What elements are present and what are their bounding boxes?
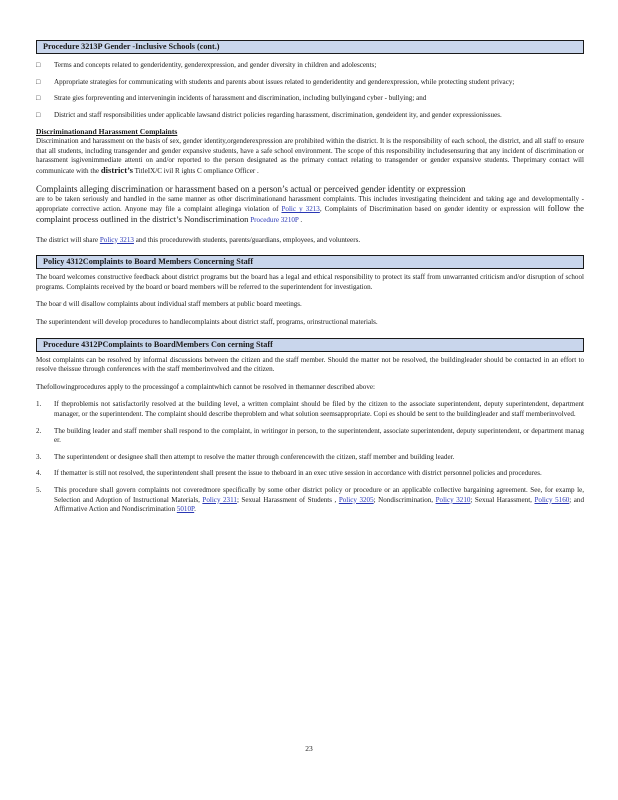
checkbox-bullet-icon: □ xyxy=(36,77,41,86)
discrimination-paragraph: Discrimination and harassment on the basis of sex, gender identity,orgenderexpression are prohibited within the district. It is the responsibility of each school, the district, and all staff to ensure that all students, including transgender and gender expansive students, have a safe school environment. The scope of this responsibility includesensuring that any incident of discrimination or harassment isgivenimmediate attenti on and/or reported to the person designated as the primary contact relating to transgender or gender expansive students. Theprimary contact will communicate with the district’s TitleIX/C ivil R ights C ompliance Officer . xyxy=(36,136,584,175)
page-number: 23 xyxy=(305,744,313,753)
checkbox-bullet-icon: □ xyxy=(36,94,41,103)
procedure-steps-list xyxy=(36,400,584,514)
policy-3205-link[interactable]: Policy 3205 xyxy=(338,495,374,504)
procedure-paragraph: Thefollowingprocedures apply to the processingof a complaintwhich cannot be resolved in themanner described above: xyxy=(36,382,376,391)
policy-5160-link[interactable]: Policy 5160 xyxy=(534,495,570,504)
list-item: □ Appropriate strategies for communicating with students and parents about issues related to genderidentity and genderexpression, while protecting student privacy; xyxy=(36,77,515,86)
complaints-paragraph: are to be taken seriously and handled in the same manner as other discriminationand harassment complaints. This includes investigating theincident and taking age and developmentally -appropriate corrective action. Anyone may file a complaint allegingа violation of Polic y 3213, Complaints of Discrimination based on gender identity or expression will follow the complaint process outlined in the district’s Nondiscrimination Procedure 3210P . xyxy=(36,194,584,225)
numbered-step: 4. If thematter is still not resolved, the superintendent shall present the issue to theboard in an exec utive session in accordance with district personnel policies and procedures. xyxy=(36,469,542,478)
share-paragraph: The district will share Policy 3213 and this procedurewith students, parents/guardians, employees, and volunteers. xyxy=(36,235,361,244)
numbered-step: 1. If theproblemis not satisfactorily resolved at the building level, a written complaint should be filed by the citizen to the associate superintendent, deputy superintendent, department manager, or the superintendent. The complaint should describe theproblem and what solution seemsappropriate. Copi es should be sent to the buildingleader and staff memberinvolved. xyxy=(36,400,584,418)
section-header-procedure-4312p: Procedure 4312PComplaints to BoardMembers Con cerning Staff xyxy=(36,338,584,352)
policy-paragraph: The superintendent will develop procedures to handlecomplaints about district staff, programs, orinstructional materials. xyxy=(36,318,378,326)
list-item: □ Strate gies forpreventing and interveningin incidents of harassment and discrimination, including bullyingand cyber - bullying; and xyxy=(36,94,427,103)
section-header-policy-4312: Policy 4312Complaints to Board Members Concerning Staff xyxy=(36,255,584,269)
policy-paragraph: The board welcomes constructive feedback about district programs but the board has a legal and ethical responsibility to protect its staff from unwarranted criticism and/or disruption of school programs. Complaints received by the board or board members will be referred to the superintendent for investigation. xyxy=(36,273,584,291)
numbered-step: 5. This procedure shall govern complaints not coveredmore specifically by some other district policy or procedure or an applicable collective bargaining agreement. See, for examp le, Selection and Adoption of Instructional Materials, Policy 2311; Sexual Harassment of Students , Policy 3205; Nondiscrimination, Policy 3210; Sexual Harassment, Policy 5160; and Affirmative Action and Nondiscrimination 5010P. xyxy=(36,485,585,514)
document-page xyxy=(36,40,584,522)
policy-3210-link[interactable]: Policy 3210 xyxy=(435,495,471,504)
procedure-5010p-link[interactable]: 5010P xyxy=(176,505,195,514)
policy-paragraph: The boar d will disallow complaints about individual staff members at public board meetings. xyxy=(36,300,302,309)
numbered-step: 2. The building leader and staff member shall respond to the complaint, in writingor in person, to the superintendent, associate superintendent, deputy superintendent, or department manag er. xyxy=(36,426,584,445)
section-header-procedure-3213p: Procedure 3213P Gender -Inclusive Schools (cont.) xyxy=(36,40,584,54)
numbered-step: 3. The superintendent or designee shall then attempt to resolve the matter through conferencewith the citizen, staff member and building leader. xyxy=(36,452,455,461)
policy-3213-link[interactable]: Policy 3213 xyxy=(99,235,134,244)
list-item: □ District and staff responsibilities under applicable lawsand district policies regarding harassment, discrimination, gendeident ity, and gender expressionissues. xyxy=(36,110,502,119)
procedure-3210p-link[interactable]: Procedure 3210P xyxy=(250,216,299,225)
list-item: □ Terms and concepts related to genderidentity, genderexpression, and gender diversity in children and adolescents; xyxy=(36,61,377,69)
training-topics-list xyxy=(36,61,584,120)
policy-3213-link[interactable]: Polic y 3213 xyxy=(281,205,320,214)
complaints-lead: Complaints alleging discrimination or harassment based on a person’s actual or perceived gender identity or expression xyxy=(36,184,466,195)
procedure-paragraph: Most complaints can be resolved by informal discussions between the citizen and the staff member. Should the matter not be resolved, the buildingleader should be contacted in an effort to resolve theissue through conferences with the staff memberinvolved and the citizen. xyxy=(36,355,584,374)
policy-2311-link[interactable]: Policy 2311 xyxy=(202,495,237,504)
checkbox-bullet-icon: □ xyxy=(36,110,41,119)
checkbox-bullet-icon: □ xyxy=(36,61,41,69)
discrimination-heading: Discriminationand Harassment Complaints xyxy=(36,127,178,137)
